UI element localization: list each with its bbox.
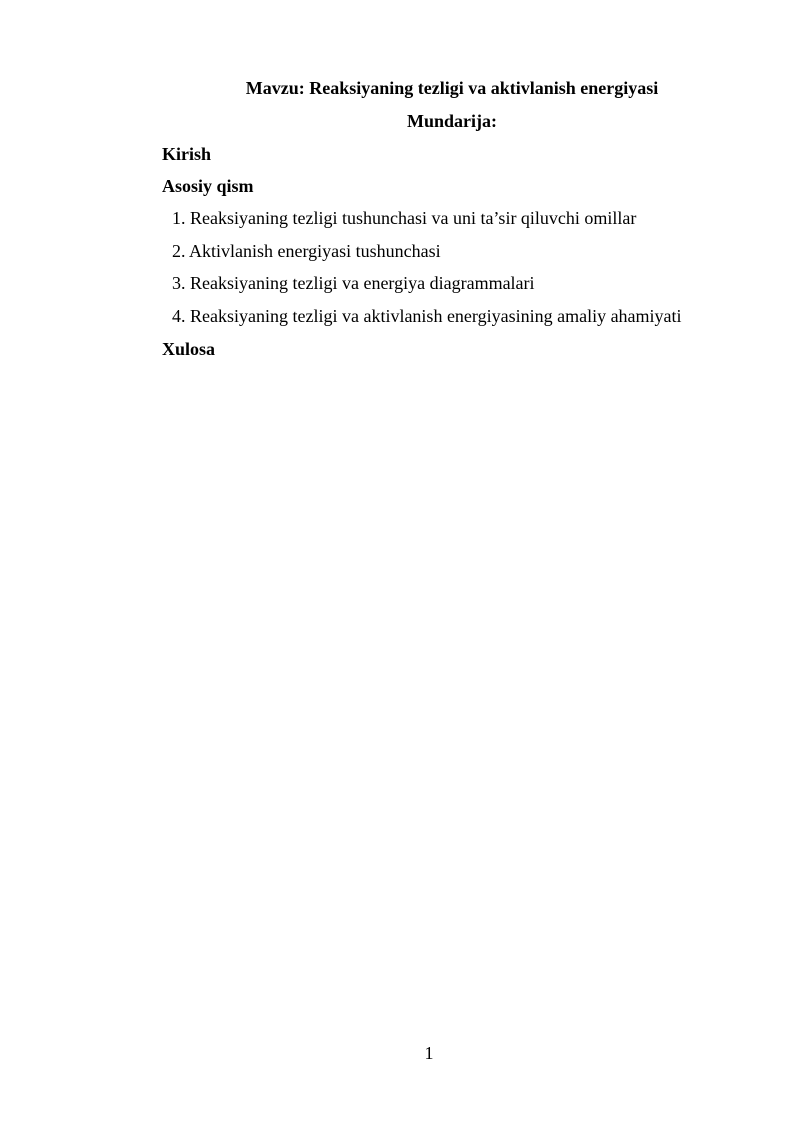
toc-section-conclusion: Xulosa	[162, 339, 216, 359]
toc-item-1: 1. Reaksiyaning tezligi tushunchasi va uni ta’sir qiluvchi omillar	[172, 208, 637, 228]
toc-heading: Mundarija:	[407, 111, 497, 131]
toc-section-main-part: Asosiy qism	[162, 176, 254, 196]
toc-section-introduction: Kirish	[162, 144, 212, 164]
toc-item-2: 2. Aktivlanish energiyasi tushunchasi	[172, 241, 441, 261]
page-number: 1	[424, 1043, 434, 1063]
toc-item-4: 4. Reaksiyaning tezligi va aktivlanish energiyasining amaliy ahamiyati	[172, 306, 682, 326]
toc-item-3: 3. Reaksiyaning tezligi va energiya diagrammalari	[172, 273, 535, 293]
document-title: Mavzu: Reaksiyaning tezligi va aktivlanish energiyasi	[245, 78, 659, 98]
